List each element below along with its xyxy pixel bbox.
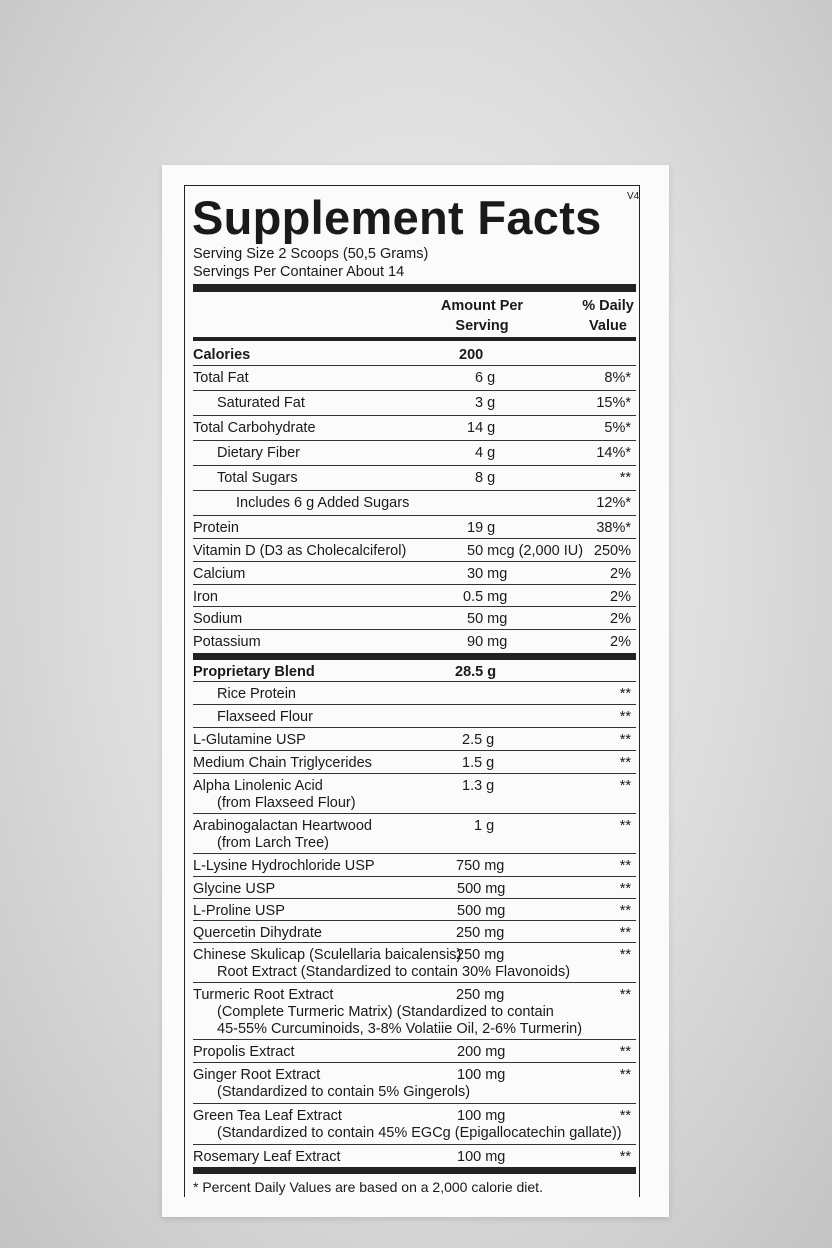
nutrient-name: Total Fat <box>193 370 249 386</box>
nutrient-row <box>193 686 636 705</box>
nutrient-row <box>193 420 636 441</box>
row-divider <box>193 773 636 774</box>
nutrient-name: Glycine USP <box>193 881 276 897</box>
serving-size: Serving Size 2 Scoops (50,5 Grams) <box>193 246 429 262</box>
daily-value: ** <box>619 881 631 897</box>
amount-per-serving: 8 g <box>475 470 496 486</box>
amount-per-serving: 1.3 g <box>462 778 495 794</box>
row-divider <box>193 1103 636 1104</box>
row-divider <box>193 606 636 607</box>
nutrient-name: L-Proline USP <box>193 903 285 919</box>
daily-value: 15%* <box>596 395 631 411</box>
nutrient-row <box>193 395 636 416</box>
thick-divider-bottom <box>193 1167 636 1174</box>
nutrient-row <box>193 589 636 607</box>
row-divider <box>193 982 636 983</box>
daily-value: 14%* <box>596 445 631 461</box>
nutrient-name: Proprietary Blend <box>193 664 315 680</box>
thick-divider-top <box>193 284 636 292</box>
nutrient-row <box>193 470 636 491</box>
row-divider <box>193 584 636 585</box>
nutrient-name: L-Glutamine USP <box>193 732 306 748</box>
nutrient-row <box>193 445 636 466</box>
daily-value-header: % Daily Value <box>582 298 634 334</box>
nutrient-row <box>193 755 636 774</box>
row-divider <box>193 727 636 728</box>
row-divider <box>193 750 636 751</box>
nutrient-row <box>193 370 636 391</box>
thick-divider-blend <box>193 653 636 660</box>
nutrient-name: Protein <box>193 520 239 536</box>
daily-value: ** <box>619 470 631 486</box>
amount-per-serving: 19 g <box>467 520 496 536</box>
nutrient-row <box>193 1149 636 1167</box>
daily-value: ** <box>619 1108 631 1124</box>
nutrient-name: Total Carbohydrate <box>193 420 316 436</box>
nutrient-name: Rosemary Leaf Extract <box>193 1149 341 1165</box>
nutrient-name: Calories <box>193 347 251 363</box>
amount-per-serving: 200 mg <box>457 1044 506 1060</box>
nutrient-name: Ginger Root Extract <box>193 1067 321 1083</box>
daily-value: 2% <box>610 566 631 582</box>
nutrient-subtext: (from Flaxseed Flour) <box>217 795 356 811</box>
nutrient-row <box>193 858 636 877</box>
row-divider <box>193 515 636 516</box>
daily-value: ** <box>619 755 631 771</box>
row-divider <box>193 853 636 854</box>
amount-per-serving: 100 mg <box>457 1149 506 1165</box>
amount-per-serving: 750 mg <box>456 858 505 874</box>
row-divider <box>193 465 636 466</box>
daily-value: ** <box>619 1149 631 1165</box>
nutrient-subtext: (Standardized to contain 45% EGCg (Epigallocatechin gallate)) <box>217 1125 622 1141</box>
amount-per-serving: 28.5 g <box>455 664 497 680</box>
daily-value: ** <box>619 732 631 748</box>
nutrient-row <box>193 495 636 516</box>
daily-value: 2% <box>610 589 631 605</box>
nutrient-name: Dietary Fiber <box>217 445 300 461</box>
daily-value: ** <box>619 1044 631 1060</box>
amount-per-serving-header: Amount Per Serving <box>440 298 524 334</box>
amount-per-serving: 3 g <box>475 395 496 411</box>
nutrient-row <box>193 709 636 728</box>
amount-per-serving: 100 mg <box>457 1067 506 1083</box>
daily-value: 250% <box>593 543 631 559</box>
nutrient-name: Saturated Fat <box>217 395 305 411</box>
daily-value: 5%* <box>604 420 631 436</box>
amount-per-serving: 500 mg <box>457 881 506 897</box>
amount-per-serving: 2.5 g <box>462 732 495 748</box>
amount-per-serving: 250 mg <box>456 925 505 941</box>
daily-value: ** <box>619 778 631 794</box>
amount-per-serving: 50 mg <box>467 611 508 627</box>
nutrient-name: Calcium <box>193 566 246 582</box>
nutrient-subtext: Root Extract (Standardized to contain 30% Flavonoids) <box>217 964 571 980</box>
nutrient-row <box>193 1044 636 1063</box>
amount-per-serving: 100 mg <box>457 1108 506 1124</box>
row-divider <box>193 415 636 416</box>
row-divider <box>193 876 636 877</box>
daily-value: 38%* <box>596 520 631 536</box>
nutrient-name: L-Lysine Hydrochloride USP <box>193 858 375 874</box>
row-divider <box>193 561 636 562</box>
nutrient-row <box>193 987 636 1040</box>
row-divider <box>193 681 636 682</box>
nutrient-name: Iron <box>193 589 218 605</box>
row-divider <box>193 440 636 441</box>
nutrient-subtext: (Complete Turmeric Matrix) (Standardized to contain <box>217 1004 554 1020</box>
medium-divider <box>193 337 636 341</box>
nutrient-name: Vitamin D (D3 as Cholecalciferol) <box>193 543 407 559</box>
nutrient-name: Rice Protein <box>217 686 296 702</box>
row-divider <box>193 490 636 491</box>
row-divider <box>193 920 636 921</box>
row-divider <box>193 629 636 630</box>
daily-value: ** <box>619 818 631 834</box>
nutrient-row <box>193 664 636 682</box>
nutrient-row <box>193 903 636 921</box>
nutrient-row <box>193 611 636 630</box>
nutrient-name: Chinese Skulicap (Sculellaria baicalensis) <box>193 947 462 963</box>
nutrient-row <box>193 543 636 562</box>
servings-per-container: Servings Per Container About 14 <box>193 264 405 280</box>
nutrient-row <box>193 1108 636 1145</box>
amount-per-serving: 200 <box>459 347 484 363</box>
daily-value: 2% <box>610 611 631 627</box>
daily-value: ** <box>619 709 631 725</box>
nutrient-name: Propolis Extract <box>193 1044 295 1060</box>
daily-value: ** <box>619 947 631 963</box>
nutrient-name: Includes 6 g Added Sugars <box>236 495 410 511</box>
row-divider <box>193 1039 636 1040</box>
nutrient-name: Alpha Linolenic Acid <box>193 778 323 794</box>
amount-per-serving: 250 mg <box>456 987 505 1003</box>
nutrient-name: Turmeric Root Extract <box>193 987 334 1003</box>
nutrient-subtext: (Standardized to contain 5% Gingerols) <box>217 1084 471 1100</box>
amount-per-serving: 30 mg <box>467 566 508 582</box>
amount-per-serving: 500 mg <box>457 903 506 919</box>
amount-per-serving: 14 g <box>467 420 496 436</box>
nutrient-name: Potassium <box>193 634 261 650</box>
daily-value: ** <box>619 1067 631 1083</box>
row-divider <box>193 898 636 899</box>
daily-value: 12%* <box>596 495 631 511</box>
row-divider <box>193 1144 636 1145</box>
nutrient-name: Sodium <box>193 611 243 627</box>
footnote: * Percent Daily Values are based on a 2,000 calorie diet. <box>193 1179 543 1195</box>
nutrient-subtext: (from Larch Tree) <box>217 835 329 851</box>
daily-value: 8%* <box>604 370 631 386</box>
amount-per-serving: 1.5 g <box>462 755 495 771</box>
amount-per-serving: 0.5 mg <box>463 589 508 605</box>
row-divider <box>193 538 636 539</box>
daily-value: 2% <box>610 634 631 650</box>
amount-per-serving: 4 g <box>475 445 496 461</box>
row-divider <box>193 704 636 705</box>
amount-per-serving: 50 mcg (2,000 IU) <box>467 543 584 559</box>
daily-value: ** <box>619 925 631 941</box>
nutrient-row <box>193 347 636 366</box>
nutrient-row <box>193 1067 636 1104</box>
nutrient-row <box>193 818 636 854</box>
label-title: Supplement Facts <box>192 191 602 244</box>
row-divider <box>193 1062 636 1063</box>
nutrient-row <box>193 925 636 943</box>
nutrient-row <box>193 947 636 983</box>
amount-per-serving: 6 g <box>475 370 496 386</box>
daily-value: ** <box>619 903 631 919</box>
daily-value: ** <box>619 858 631 874</box>
nutrient-name: Medium Chain Triglycerides <box>193 755 372 771</box>
nutrient-row <box>193 634 636 653</box>
row-divider <box>193 365 636 366</box>
nutrient-row <box>193 520 636 539</box>
nutrient-name: Arabinogalactan Heartwood <box>193 818 372 834</box>
row-divider <box>193 942 636 943</box>
version-mark: V4 <box>627 191 640 202</box>
amount-per-serving: 1 g <box>474 818 495 834</box>
nutrient-row <box>193 566 636 585</box>
nutrient-subtext: 45-55% Curcuminoids, 3-8% Volatiie Oil, 2-6% Turmerin) <box>217 1021 583 1037</box>
nutrient-row <box>193 881 636 899</box>
row-divider <box>193 390 636 391</box>
nutrient-name: Green Tea Leaf Extract <box>193 1108 342 1124</box>
nutrient-name: Flaxseed Flour <box>217 709 313 725</box>
amount-per-serving: 250 mg <box>456 947 505 963</box>
nutrient-row <box>193 778 636 814</box>
amount-per-serving: 90 mg <box>467 634 508 650</box>
daily-value: ** <box>619 987 631 1003</box>
row-divider <box>193 813 636 814</box>
nutrient-name: Total Sugars <box>217 470 298 486</box>
daily-value: ** <box>619 686 631 702</box>
nutrient-name: Quercetin Dihydrate <box>193 925 322 941</box>
nutrient-row <box>193 732 636 751</box>
